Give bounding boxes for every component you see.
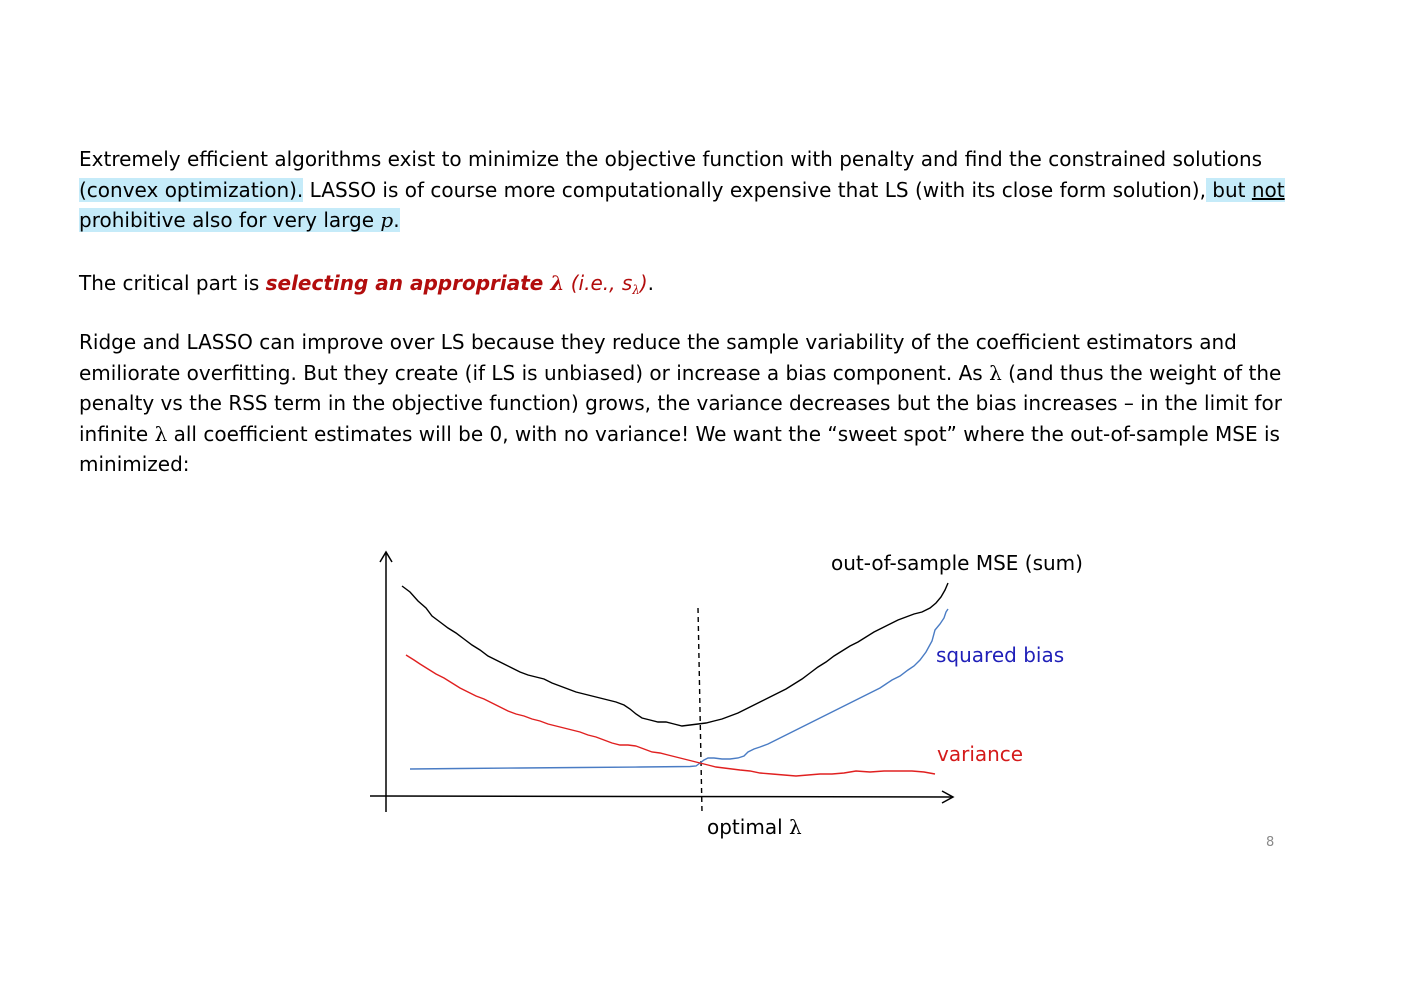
variance-curve <box>406 655 935 776</box>
p2-paren-close: ) <box>639 271 648 295</box>
optimal-text: optimal <box>707 815 789 839</box>
page-number: 8 <box>1266 835 1275 850</box>
optimal-lambda-line <box>698 608 702 812</box>
p1-period: . <box>393 208 400 232</box>
p1-highlight-prohibitive: prohibitive also for very large <box>79 208 381 232</box>
p2-lambda: λ <box>550 271 565 295</box>
mse-curve <box>402 583 948 726</box>
p2-subscript-lambda: λ <box>632 283 640 297</box>
optimal-lambda-label <box>707 815 802 839</box>
squared-bias-curve <box>410 609 948 769</box>
mse-label: out-of-sample MSE (sum) <box>831 551 1083 575</box>
p3-text-a: Ridge and LASSO can improve over LS because they reduce the sample variability of the coefficient estimators and emiliorate overfitting. But they create (if LS is unbiased) or increase a bias component. As <box>79 330 1237 385</box>
optimal-lambda-symbol: λ <box>788 815 802 839</box>
p1-highlight-convex: (convex optimization). <box>79 177 304 202</box>
p1-text-b: LASSO is of course more computationally expensive that LS (with its close form solution), <box>303 177 1206 202</box>
p2-lead: The critical part is <box>79 271 266 295</box>
p2-end: . <box>647 271 655 295</box>
variance-label: variance <box>937 742 1024 766</box>
p3-text-c: all coefficient estimates will be 0, with no variance! We want the “sweet spot” where the out-of-sample MSE is minimized: <box>79 421 1280 476</box>
p3-lambda-2: λ <box>154 421 168 446</box>
p3-lambda-1: λ <box>989 360 1002 385</box>
p1-highlight-but: but <box>1205 177 1252 202</box>
p1-var-p: p <box>380 208 394 232</box>
p2-emphasis: selecting an appropriate <box>265 271 551 295</box>
squared-bias-label: squared bias <box>936 643 1065 667</box>
p3-text-b: (and thus the weight of the penalty vs the RSS term in the objective function) grows, the variance decreases but the bias increases – in the limit for infinite <box>79 360 1282 446</box>
p1-underline-not: not <box>1251 177 1285 202</box>
p2-paren-open: (i.e., s <box>564 271 633 295</box>
x-axis <box>370 796 953 797</box>
p1-text-a: Extremely efficient algorithms exist to minimize the objective function with penalty and find the constrained solutions <box>79 147 1263 171</box>
